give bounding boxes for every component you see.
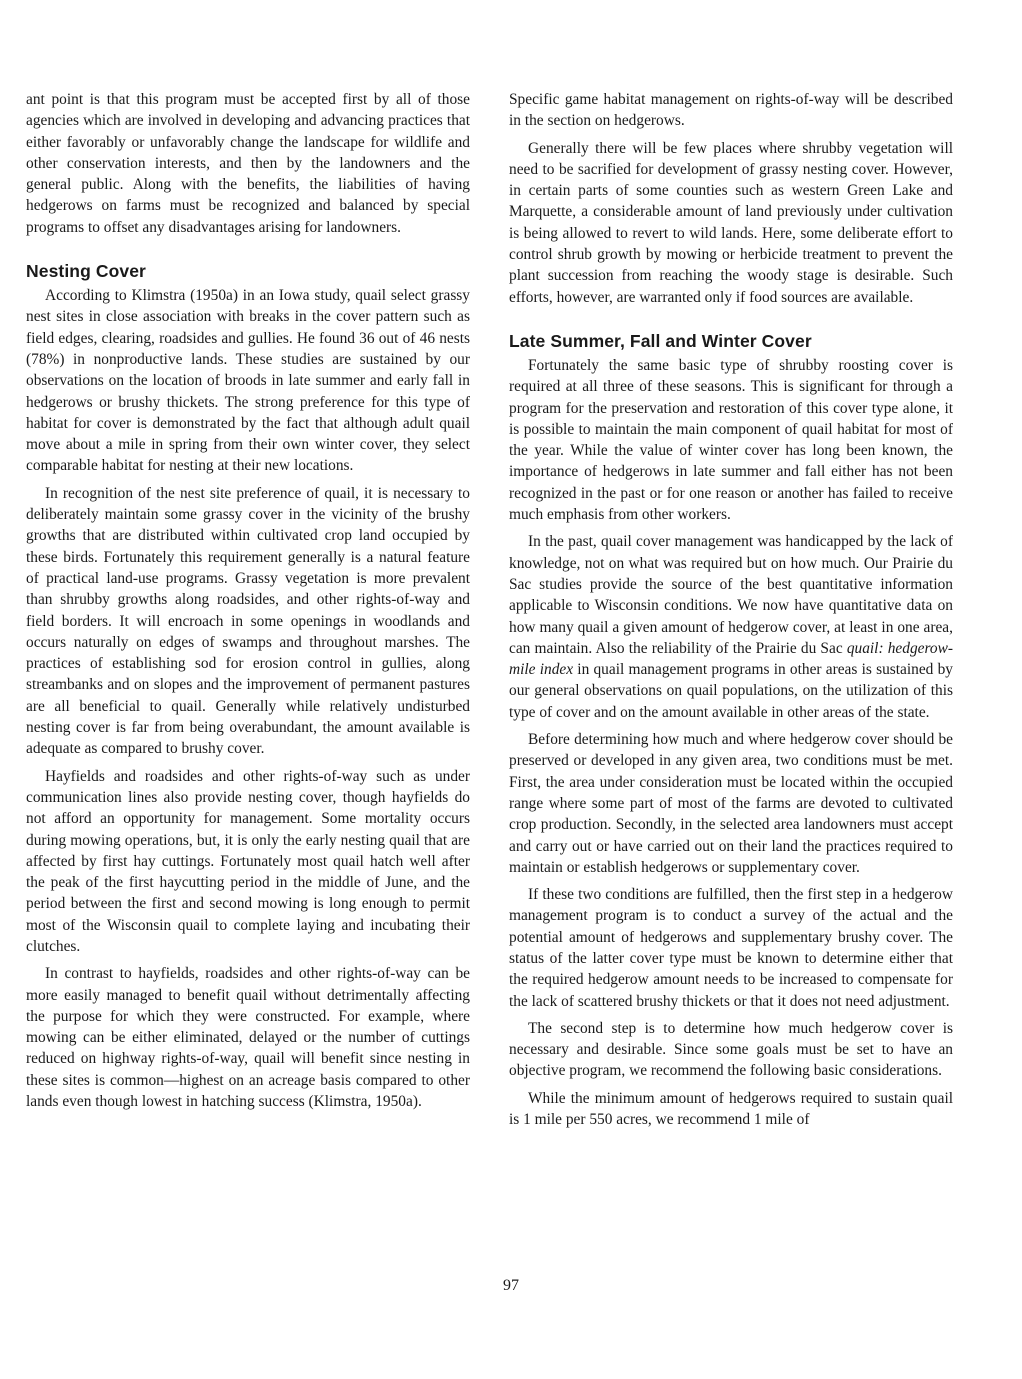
page-number: 97 (503, 1277, 519, 1294)
left-column (26, 89, 470, 1118)
italic-term: quail: hedgerow-mile index (509, 639, 953, 679)
paragraph: According to Klimstra (1950a) in an Iowa study, quail select grassy nest sites in close association with breaks in the cover pattern such as field edges, clearing, roadsides and gullies. He found 36 out of 46 nests (78%) in nonproductive lands. These studies are sustained by our observations on the location of broods in late summer and early fall in hedgerows or brushy thickets. The strong preference for this type of habitat for cover is demonstrated by the fact that although adult quail move about a mile in spring from their own winter cover, they select comparable habitat for nesting at their new locations. (26, 287, 470, 475)
paragraph: Specific game habitat management on rights-of-way will be described in the section on hedgerows. (509, 91, 953, 130)
paragraph: In contrast to hayfields, roadsides and other rights-of-way can be more easily managed to benefit quail without detrimentally affecting the purpose for which they were constructed. For example, where mowing can be either eliminated, delayed or the number of cuttings reduced on highway rights-of-way, quail will benefit since nesting in these sites is common—highest on an acreage basis compared to other lands even though lowest in hatching success (Klimstra, 1950a). (26, 965, 470, 1111)
paragraph: Generally there will be few places where shrubby vegetation will need to be sacrified for development of grassy nesting cover. However, in certain parts of some counties such as western Green Lake and Marquette, a considerable amount of land previously under cultivation is being allowed to revert to wild lands. Here, some deliberate effort to control shrub growth by mowing or herbicide treatment to prevent the plant succession from reaching the woody stage is desirable. Such efforts, however, are warranted only if food sources are available. (509, 139, 953, 306)
paragraph: Before determining how much and where hedgerow cover should be preserved or developed in any given area, two conditions must be met. First, the area under consideration must be located within the occupied range where some part of most of the farms are devoted to cultivated crop production. Secondly, in the selected area landowners must accept and carry out or have carried out on their land the practices required to maintain or establish hedgerows or supplementary cover. (509, 731, 953, 876)
paragraph-continued: ant point is that this program must be accepted first by all of those agencies which are involved in developing and advancing practices that either favorably or unfavorably change the landscape for wildlife and other conservation interests, and then by the landowners and the general public. Along with the benefits, the liabilities of having hedgerows on farms must be recognized and balanced by special programs to offset any disadvantages arising for landowners. (26, 91, 470, 236)
heading-late-summer-fall-winter-cover: Late Summer, Fall and Winter Cover (509, 330, 812, 351)
paragraph: In recognition of the nest site preference of quail, it is necessary to deliberately maintain some grassy cover in the vicinity of the brushy growths that are distributed within cultivated crop land occupied by these birds. Fortunately this requirement generally is a natural feature of practical land-use programs. Grassy vegetation is more prevalent than shrubby growths along roadsides, and other rights-of-way and field borders. It will encroach in some openings in woodlands and occurs naturally on edges of swamps and throughout marshes. The practices of establishing sod for erosion control in gullies, along streambanks and on slopes and the improvement of permanent pastures are all beneficial to quail. Generally while relatively undisturbed nesting cover is far from being overabundant, the amount available is adequate as compared to brushy cover. (26, 484, 470, 758)
paragraph (509, 531, 953, 723)
right-column (509, 89, 953, 1136)
paragraph: The second step is to determine how much hedgerow cover is necessary and desirable. Since some goals must be set to have an objective program, we recommend the following basic considerations. (509, 1019, 953, 1080)
paragraph-text: in quail management programs in other areas is sustained by our general observations on quail populations, on the utilization of this type of cover and on the amount available in other areas of the state. (509, 661, 953, 721)
paragraph: If these two conditions are fulfilled, then the first step in a hedgerow management program is to conduct a survey of the actual and the potential amount of hedgerows and supplementary brushy cover. The status of the latter cover type must be known to determine either that the required hedgerow amount needs to be increased to compensate for the lack of scattered brushy thickets or that it does not need adjustment. (509, 886, 953, 1010)
heading-nesting-cover: Nesting Cover (26, 261, 146, 282)
paragraph: Hayfields and roadsides and other rights-of-way such as under communication lines also provide nesting cover, though hayfields do not afford an opportunity for management. Some mortality occurs during mowing operations, but, it is only the early nesting quail that are affected by first hay cuttings. Fortunately most quail hatch well after the peak of the first haycutting period in the middle of June, and the period between the first and second mowing is long enough to permit most of the Wisconsin quail to complete laying and incubating their clutches. (26, 767, 470, 955)
paragraph-text: In the past, quail cover management was handicapped by the lack of knowledge, not on what was required but on how much. Our Prairie du Sac studies provide the source of the best quantitative information applicable to Wisconsin conditions. We now have quantitative data on how many quail a given amount of hedgerow cover, at least in one area, can maintain. Also the reliability of the Prairie du Sac (509, 533, 953, 657)
paragraph: While the minimum amount of hedgerows required to sustain quail is 1 mile per 550 acres, we recommend 1 mile of (509, 1089, 953, 1129)
paragraph: Fortunately the same basic type of shrubby roosting cover is required at all three of these seasons. This is significant for through a program for the preservation and restoration of this cover type alone, it is possible to maintain the main component of quail habitat for most of the year. While the value of winter cover has long been known, the importance of hedgerows in late summer and fall either has not been recognized in the past or for one reason or another has failed to receive much emphasis from other workers. (509, 356, 953, 524)
